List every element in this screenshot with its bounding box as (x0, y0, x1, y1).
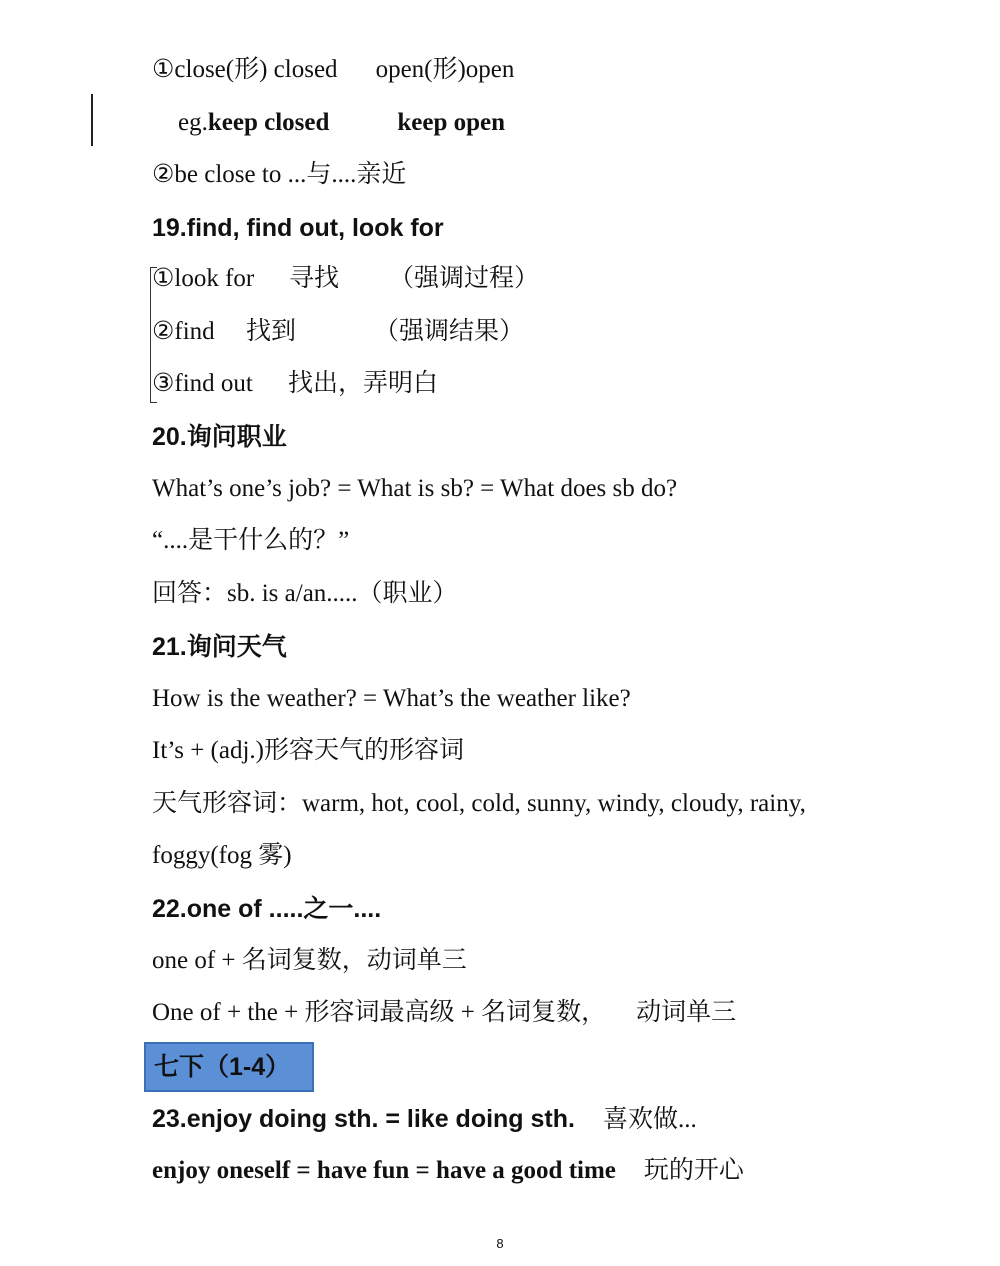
enjoy-oneself-cn: 玩的开心 (643, 1157, 744, 1184)
look-for-term: ①look for (152, 265, 255, 292)
line-weather-foggy: foggy(fog 雾) (152, 842, 292, 869)
heading-22: 22.one of .....之一.... (152, 895, 382, 923)
line-one-of-1: one of + 名词复数，动词单三 (152, 947, 467, 974)
heading-19: 19.find, find out, look for (152, 214, 444, 242)
line-be-close-to: ②be close to ...与....亲近 (152, 161, 407, 188)
close-adj: ①close(形) closed (152, 56, 338, 83)
find-note: （强调结果） (374, 318, 525, 345)
line-weather-answer: It’s + (adj.)形容天气的形容词 (152, 737, 464, 764)
find-cn: 找到 (246, 318, 297, 345)
keep-open: keep open (397, 109, 506, 136)
section-label: 七下（1-4） (144, 1042, 314, 1092)
keep-closed: keep closed (207, 109, 330, 136)
look-for-cn: 寻找 (289, 265, 340, 292)
line-one-of-2 (152, 997, 736, 1029)
page-number: 8 (496, 1236, 504, 1251)
open-adj: open(形)open (375, 56, 515, 83)
eg-label: eg. (178, 109, 208, 136)
line-weather-question: How is the weather? = What’s the weather like? (152, 685, 631, 712)
margin-mark (91, 94, 93, 146)
line-weather-adjs: 天气形容词：warm, hot, cool, cold, sunny, windy, cloudy, rainy, (152, 790, 806, 817)
enjoy-oneself-en: enjoy oneself = have fun = have a good time (152, 1157, 616, 1184)
line-job-question: What’s one’s job? = What is sb? = What does sb do? (152, 475, 678, 502)
line-job-meaning: “....是干什么的？” (152, 527, 350, 554)
heading-21: 21.询问天气 (152, 633, 287, 661)
line-enjoy-oneself (152, 1155, 744, 1187)
one-of-2-rule: One of + the + 形容词最高级 + 名词复数， (152, 999, 607, 1026)
line-look-for (152, 263, 539, 295)
find-out-cn: 找出，弄明白 (288, 370, 439, 397)
line-eg (178, 107, 505, 139)
look-for-note: （强调过程） (389, 265, 540, 292)
heading-20: 20.询问职业 (152, 423, 287, 451)
find-out-term: ③find out (152, 370, 253, 397)
heading-23-en: 23.enjoy doing sth. = like doing sth. (152, 1105, 575, 1133)
line-find (152, 316, 524, 348)
heading-23-cn: 喜欢做... (602, 1106, 697, 1133)
line-find-out (152, 368, 438, 400)
line-job-answer: 回答：sb. is a/an.....（职业） (152, 580, 458, 607)
heading-23 (152, 1103, 697, 1139)
find-term: ②find (152, 318, 215, 345)
line-close-open (152, 54, 514, 86)
one-of-2-verb: 动词单三 (636, 999, 737, 1026)
